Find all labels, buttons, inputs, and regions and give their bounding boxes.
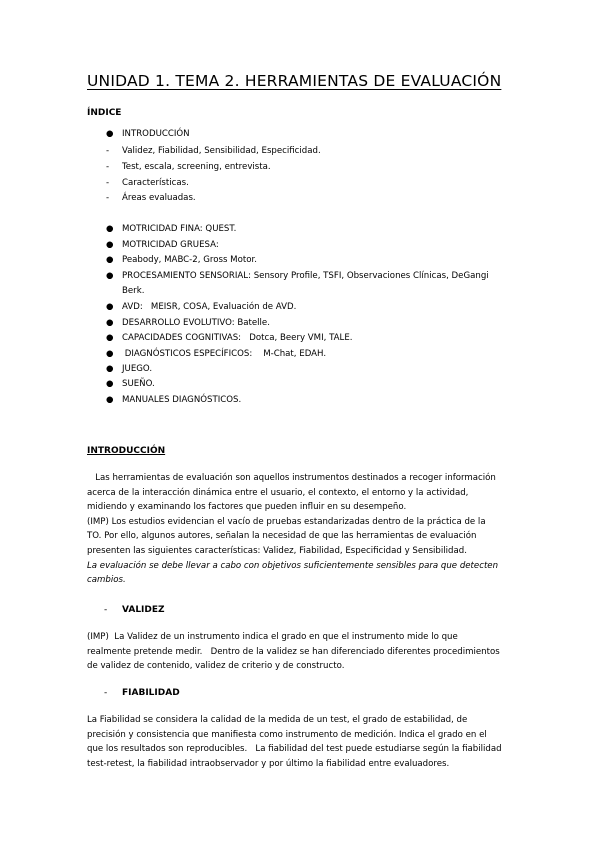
index-item: ● PROCESAMIENTO SENSORIAL: Sensory Profile, TSFI, Observaciones Clínicas, DeGangi Berk. [106, 271, 489, 296]
index-subitem: - Test, escala, screening, entrevista. [106, 162, 271, 172]
bullet-marker: ● [106, 318, 114, 328]
bullet-marker: ● [106, 302, 114, 312]
index-subitem: - Áreas evaluadas. [106, 193, 196, 203]
bullet-marker: ● [106, 349, 114, 359]
page-title: UNIDAD 1. TEMA 2. HERRAMIENTAS DE EVALUACIÓN [87, 72, 502, 90]
validez-heading: - VALIDEZ [104, 605, 165, 615]
bullet-marker: ● [106, 395, 114, 405]
bullet-marker: ● [106, 240, 114, 250]
index-item: ● CAPACIDADES COGNITIVAS: Dotca, Beery VMI, TALE. [106, 333, 353, 343]
index-item: ● JUEGO. [106, 364, 153, 374]
index-item: ● MOTRICIDAD GRUESA: [106, 240, 219, 250]
fiabilidad-paragraph: La Fiabilidad se considera la calidad de la medida de un test, el grado de estabilidad, de precisión y consistencia que manifiesta como instrumento de medición. Indica el grado en el que los resultados son reproducibles. La fiabilidad del test puede estudiarse según la fiabilidad test-retest, la fiabilidad intraobservador y por último la fiabilidad entre evaluadores. [87, 715, 502, 769]
intro-heading: INTRODUCCIÓN [87, 446, 166, 456]
index-item: ● INTRODUCCIÓN [106, 129, 190, 139]
index-item: ● Peabody, MABC-2, Gross Motor. [106, 255, 257, 265]
validez-paragraph: (IMP) La Validez de un instrumento indica el grado en que el instrumento mide lo que realmente pretende medir. Dentro de la validez se han diferenciado diferentes procedimientos de validez de contenido, validez de criterio y de constructo. [87, 632, 500, 672]
index-item: ● MOTRICIDAD FINA: QUEST. [106, 224, 237, 234]
index-item: ● SUEÑO. [106, 379, 155, 389]
index-subitem: - Características. [106, 178, 189, 188]
bullet-marker: ● [106, 271, 114, 281]
bullet-marker: ● [106, 379, 114, 389]
fiabilidad-heading: - FIABILIDAD [104, 688, 180, 698]
intro-paragraph: Las herramientas de evaluación son aquellos instrumentos destinados a recoger información acerca de la interacción dinámica entre el usuario, el contexto, el entorno y la actividad, midiendo y examinando los factores que pueden influir en su desempeño. (IMP) Los estudios evidencian el vacío de pruebas estandarizadas dentro de la práctica de la TO. Por ello, algunos autores, señalan la necesidad de que las herramientas de evaluación presenten las siguientes características: Validez, Fiabilidad, Especificidad y Sensibilidad. La evaluación se debe llevar a cabo con objetivos suficientemente sensibles para que detecten cambios. [87, 473, 499, 586]
dash-marker: - [106, 178, 110, 188]
index-item: ● MANUALES DIAGNÓSTICOS. [106, 395, 242, 405]
bullet-marker: ● [106, 129, 114, 139]
bullet-marker: ● [106, 224, 114, 234]
dash-marker: - [104, 605, 108, 615]
index-subitem: - Validez, Fiabilidad, Sensibilidad, Especificidad. [106, 146, 321, 156]
bullet-marker: ● [106, 255, 114, 265]
index-item: ● AVD: MEISR, COSA, Evaluación de AVD. [106, 302, 297, 312]
dash-marker: - [106, 146, 110, 156]
index-item: ● DESARROLLO EVOLUTIVO: Batelle. [106, 318, 270, 328]
dash-marker: - [106, 193, 110, 203]
index-heading: ÍNDICE [87, 108, 122, 118]
bullet-marker: ● [106, 364, 114, 374]
dash-marker: - [106, 162, 110, 172]
dash-marker: - [104, 688, 108, 698]
bullet-marker: ● [106, 333, 114, 343]
index-item: ● DIAGNÓSTICOS ESPECÍFICOS: M-Chat, EDAH. [106, 349, 327, 359]
